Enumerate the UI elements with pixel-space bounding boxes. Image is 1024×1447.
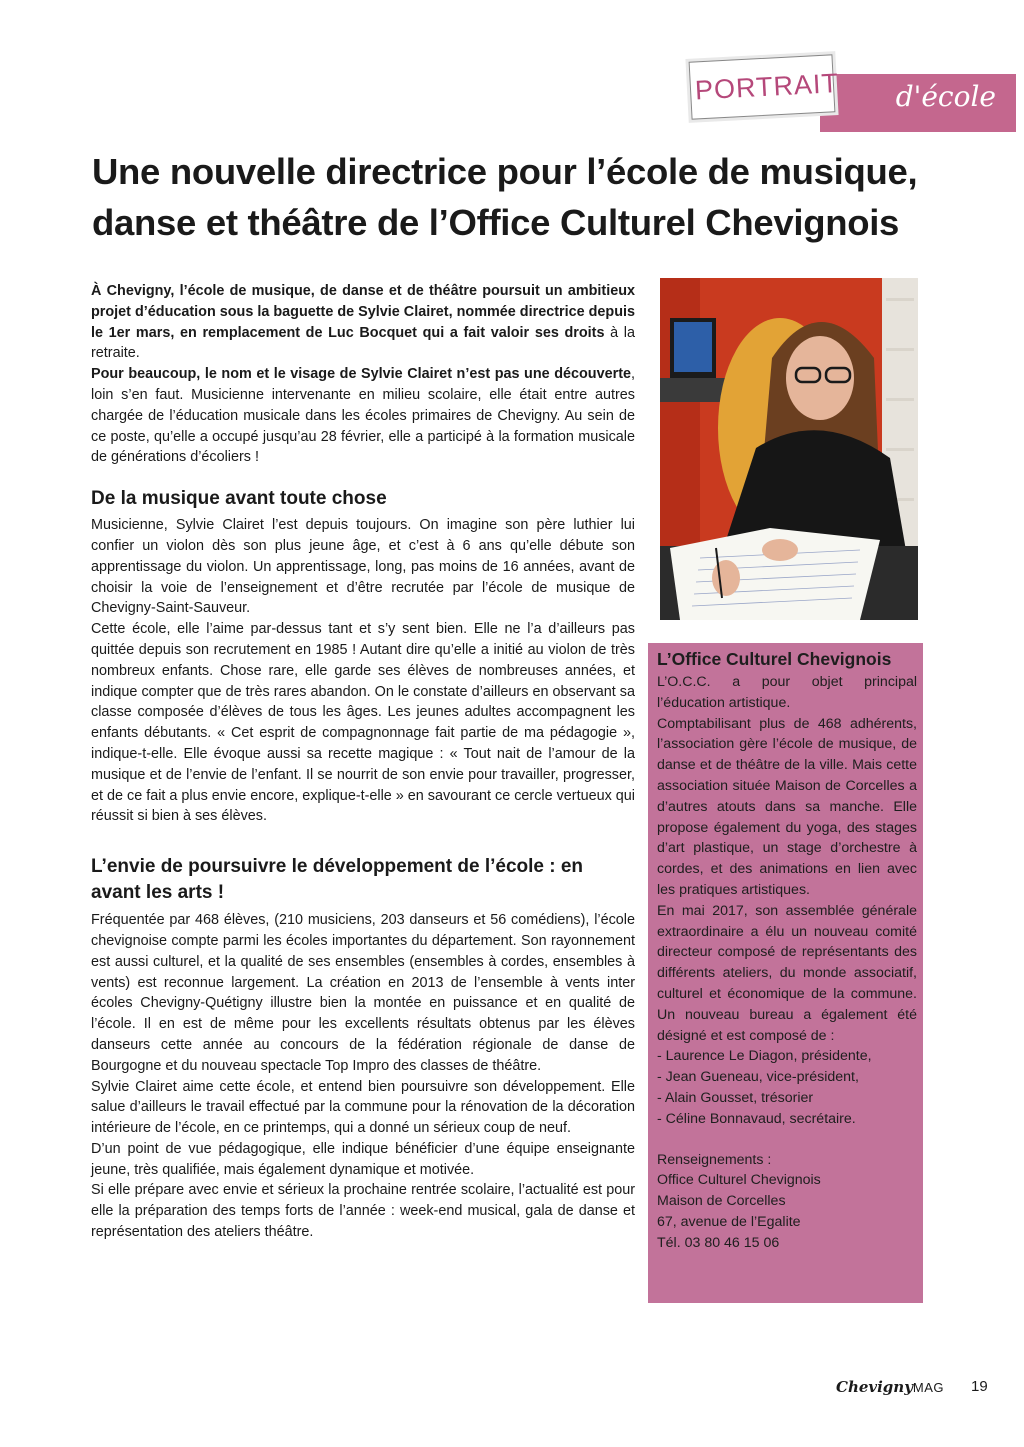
contact-heading: Renseignements : bbox=[657, 1151, 772, 1168]
article-intro bbox=[91, 281, 635, 364]
section-heading-music: De la musique avant toute chose bbox=[91, 488, 387, 510]
footer-brand: Chevigny bbox=[836, 1378, 913, 1396]
article-intro-rest: à la retraite. bbox=[91, 324, 636, 362]
article-paragraph: Sylvie Clairet aime cette école, et entend bien poursuivre son développement. Elle salue d’ailleurs le travail effectué par la commune pour la rénovation de la décoration intérieure de l’école, en ce printemps, qui a donné un sérieux coup de neuf. bbox=[91, 1078, 635, 1137]
article-paragraph: Fréquentée par 468 élèves, (210 musiciens, 203 danseurs et 56 comédiens), l’école chevignoise compte parmi les écoles importantes du département. Son rayonnement est aussi culturel, et la qualité de ses ensembles (ensembles à cordes, ensembles à vents) est reconnue largement. La création en 2013 de l’ensemble à vents inter écoles Chevigny-Quétigny illustre bien la montée en puissance et en qualité de l’école. Il en est de même pour les excellents résultats obtenus par les élèves danseurs cette année au concours de la fédération régionale de danse de Bourgogne et du nouveau spectacle Top Impro des classes de théâtre. bbox=[91, 912, 635, 1074]
header-tag-ecole: d'école bbox=[895, 80, 996, 113]
contact-line: 67, avenue de l’Egalite bbox=[657, 1213, 801, 1230]
article-body bbox=[91, 281, 635, 1243]
contact-phone: Tél. 03 80 46 15 06 bbox=[657, 1234, 780, 1251]
sidebar-title: L’Office Culturel Chevignois bbox=[657, 649, 892, 669]
sidebar-paragraph: En mai 2017, son assemblée générale extraordinaire a élu un nouveau comité directeur composé de représentants des différents ateliers, du monde associatif, culturel et économique de la commune. Un nouveau bureau a également été désigné et est composé de : bbox=[657, 902, 917, 1044]
member-item: - Alain Gousset, trésorier bbox=[657, 1089, 814, 1106]
footer-mag: MAG bbox=[912, 1380, 945, 1395]
article-paragraph: D’un point de vue pédagogique, elle indique bénéficier d’une équipe enseignante jeune, très qualifiée, mais également dynamique et motivée. bbox=[91, 1140, 635, 1178]
article-intro-lead: À Chevigny, l’école de musique, de danse et de théâtre poursuit un ambitieux projet d’éducation sous la baguette de Sylvie Clairet, nommée directrice depuis le 1er mars, en remplacement de Luc Bocquet qui a fait valoir ses droits bbox=[91, 283, 635, 341]
sidebar-paragraph: L’O.C.C. a pour objet principal l’éducation artistique. bbox=[657, 674, 917, 711]
sidebar-contact bbox=[657, 1150, 917, 1254]
article-paragraph: Si elle prépare avec envie et sérieux la prochaine rentrée scolaire, l’actualité est pour elle la préparation des temps forts de l’année : week-end musical, gala de danse et représentation des ateliers théâtre. bbox=[91, 1182, 635, 1241]
portrait-photo bbox=[660, 278, 918, 620]
member-item: - Céline Bonnavaud, secrétaire. bbox=[657, 1110, 856, 1127]
sidebar-content bbox=[657, 648, 917, 1254]
header-tag-portrait: PORTRAIT bbox=[694, 68, 840, 106]
section-heading-development: L’envie de poursuivre le développement de l’école : en avant les arts ! bbox=[91, 856, 584, 904]
page-number: 19 bbox=[971, 1378, 988, 1395]
contact-line: Office Culturel Chevignois bbox=[657, 1172, 821, 1189]
title-line-2: danse et théâtre de l’Office Culturel Chevignois bbox=[92, 202, 900, 243]
article-paragraph bbox=[91, 364, 635, 468]
footer-magazine-logo bbox=[836, 1378, 944, 1396]
sidebar-members-list bbox=[657, 1046, 917, 1129]
member-item: - Jean Gueneau, vice-président, bbox=[657, 1069, 859, 1086]
member-item: - Laurence Le Diagon, présidente, bbox=[657, 1048, 872, 1065]
article-p2-rest: , loin s’en faut. Musicienne intervenante en milieu scolaire, elle était entre autres chargée de l’éducation musicale dans les écoles primaires de Chevigny. Au sein de ce poste, qu’elle a occupé jusqu’au 28 février, elle a participé à la formation musicale de générations d’écoliers ! bbox=[91, 366, 635, 466]
article-paragraph: Musicienne, Sylvie Clairet l’est depuis toujours. On imagine son père luthier lui confier un violon dès son plus jeune âge, et c’est à 6 ans qu’elle débute son apprentissage du violon. Un apprentissage, long, pas moins de 16 années, avant de choisir la voie de l’enseignement et d’être recrutée par l’école de musique de Chevigny-Saint-Sauveur. bbox=[91, 517, 635, 617]
sidebar-paragraph: Comptabilisant plus de 468 adhérents, l’association gère l’école de musique, de danse et de théâtre de la ville. Mais cette association située Maison de Corcelles a d’autres atouts dans sa manche. Elle propose également du yoga, des stages d’art plastique, un stage d’orchestre à cordes, et des animations en lien avec les pratiques artistiques. bbox=[657, 715, 917, 898]
article-paragraph: Cette école, elle l’aime par-dessus tant et s’y sent bien. Elle ne l’a d’ailleurs pas quittée depuis son recrutement en 1985 ! Autant dire qu’elle a initié au violon de très nombreux enfants. Chose rare, elle garde ses élèves de nombreuses années, et indique compter que de très rares abandon. On le constate d’ailleurs en observant sa classe composée d’élèves de tous les âges. Les jeunes adultes accompagnent les enfants débutants. « Cet esprit de compagnonnage fait partie de ma pédagogie », indique-t-elle. Elle évoque aussi sa recette magique : « Tout nait de l’amour de la musique et de l’envie de l’enfant. Il se nourrit de son envie pour travailler, progresser, et de ce fait a plus envie encore, explique-t-elle » en savourant ce cercle vertueux qui réussit si bien à ses élèves. bbox=[91, 621, 635, 825]
title-line-1: Une nouvelle directrice pour l’école de musique, bbox=[92, 151, 918, 192]
article-p2-lead: Pour beaucoup, le nom et le visage de Sylvie Clairet n’est pas une découverte bbox=[91, 366, 631, 383]
page-title bbox=[92, 146, 952, 248]
contact-line: Maison de Corcelles bbox=[657, 1193, 786, 1210]
